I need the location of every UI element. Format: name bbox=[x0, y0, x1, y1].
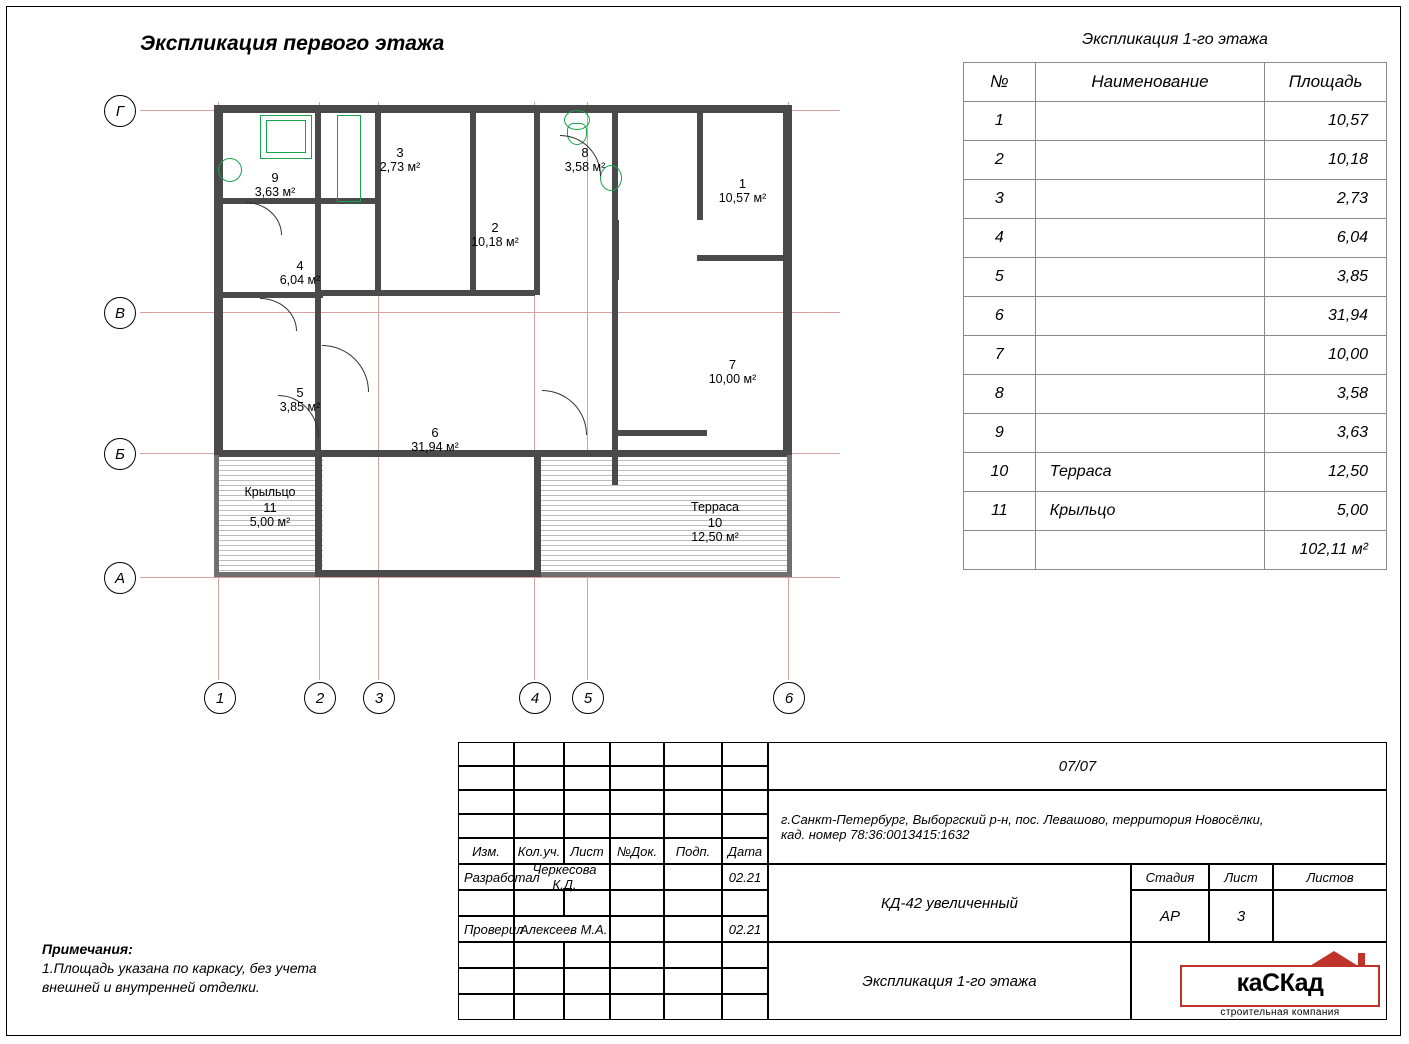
cell-area: 10,57 bbox=[1265, 102, 1387, 141]
wall-living-bottom-step-2 bbox=[534, 455, 541, 575]
stamp-cell-r10c1 bbox=[458, 968, 514, 994]
cell-name: Терраса bbox=[1035, 453, 1264, 492]
table-row bbox=[964, 336, 1387, 375]
stamp-col-koluch: Кол.уч. bbox=[514, 838, 564, 864]
cell-num: 2 bbox=[964, 141, 1036, 180]
header-area: Площадь bbox=[1265, 63, 1387, 102]
company-logo bbox=[1180, 955, 1380, 1017]
room-label-11: Крыльцо 11 5,00 м² bbox=[244, 485, 296, 529]
header-name: Наименование bbox=[1035, 63, 1264, 102]
stamp-drawing-name: Экспликация 1-го этажа bbox=[768, 942, 1131, 1020]
stamp-cell-r11c5 bbox=[664, 994, 722, 1020]
stamp-left-r1c5 bbox=[664, 742, 722, 766]
table-row bbox=[964, 258, 1387, 297]
room-label-2: 2 10,18 м² bbox=[471, 220, 519, 249]
wall-outer-top bbox=[214, 105, 792, 113]
wall-inner-v-e bbox=[534, 110, 540, 295]
table-total-row bbox=[964, 531, 1387, 570]
cell-name bbox=[1035, 180, 1264, 219]
stamp-left-r3c3 bbox=[564, 790, 610, 814]
stamp-left-r3c2 bbox=[514, 790, 564, 814]
table-caption-row bbox=[964, 18, 1387, 63]
axis-bubble-3: 3 bbox=[363, 682, 395, 714]
stamp-object-name: КД-42 увеличенный bbox=[768, 864, 1131, 942]
stamp-left-r3c1 bbox=[458, 790, 514, 814]
wall-porch-bottom bbox=[214, 572, 324, 577]
stamp-left-r1c2 bbox=[514, 742, 564, 766]
stamp-left-r1c6 bbox=[722, 742, 768, 766]
notes-title: Примечания: bbox=[42, 941, 133, 957]
wall-inner-h-c bbox=[315, 290, 535, 296]
stamp-value-sheet: 3 bbox=[1209, 890, 1273, 942]
header-num: № bbox=[964, 63, 1036, 102]
wall-inner-v-h bbox=[613, 220, 619, 280]
door-swing-2 bbox=[260, 298, 297, 331]
stamp-date-developer: 02.21 bbox=[722, 864, 768, 890]
stamp-left-r1c3 bbox=[564, 742, 610, 766]
table-header-row bbox=[964, 63, 1387, 102]
wall-outer-bottom-right bbox=[534, 450, 792, 457]
table-row bbox=[964, 219, 1387, 258]
stamp-date-checker: 02.21 bbox=[722, 916, 768, 942]
stamp-col-ndoc: №Док. bbox=[610, 838, 664, 864]
cell-name bbox=[1035, 141, 1264, 180]
stamp-left-r4c2 bbox=[514, 814, 564, 838]
axis-bubble-2: 2 bbox=[304, 682, 336, 714]
cell-name bbox=[1035, 414, 1264, 453]
stamp-left-r4c4 bbox=[610, 814, 664, 838]
axis-bubble-1: 1 bbox=[204, 682, 236, 714]
stamp-person-developer: Черкесова К.Д. bbox=[514, 864, 610, 890]
stamp-left-r2c4 bbox=[610, 766, 664, 790]
axis-bubble-A: А bbox=[104, 562, 136, 594]
cell-area: 3,85 bbox=[1265, 258, 1387, 297]
stamp-role-developer: Разработал bbox=[458, 864, 514, 890]
stamp-cell-r9c6 bbox=[722, 942, 768, 968]
stamp-cell-r10c2 bbox=[514, 968, 564, 994]
stamp-address bbox=[768, 790, 1387, 864]
stamp-cell-r11c6 bbox=[722, 994, 768, 1020]
cell-num: 11 bbox=[964, 492, 1036, 531]
stamp-left-r4c6 bbox=[722, 814, 768, 838]
axis-bubble-B: Б bbox=[104, 438, 136, 470]
stamp-cell-r10c5 bbox=[664, 968, 722, 994]
room-label-8: 8 3,58 м² bbox=[564, 145, 606, 174]
stamp-col-data: Дата bbox=[722, 838, 768, 864]
stamp-col-podp: Подп. bbox=[664, 838, 722, 864]
notes-line-2: внешней и внутренней отделки. bbox=[42, 979, 260, 995]
door-swing-1 bbox=[245, 202, 282, 235]
stamp-left-r2c3 bbox=[564, 766, 610, 790]
stamp-value-sheets bbox=[1273, 890, 1387, 942]
room-label-7: 7 10,00 м² bbox=[708, 357, 757, 386]
cell-name bbox=[1035, 258, 1264, 297]
stamp-cell-r11c1 bbox=[458, 994, 514, 1020]
cell-name bbox=[1035, 102, 1264, 141]
stamp-cell-r9c2 bbox=[514, 942, 564, 968]
cell-num: 8 bbox=[964, 375, 1036, 414]
stamp-left-r2c6 bbox=[722, 766, 768, 790]
stamp-cell-r8c5 bbox=[664, 916, 722, 942]
address-line-1: г.Санкт-Петербург, Выборгский р-н, пос. Левашово, территория Новосёлки, bbox=[781, 812, 1264, 827]
cell-area: 3,58 bbox=[1265, 375, 1387, 414]
wall-inner-h-b bbox=[218, 292, 323, 298]
room-label-9: 9 3,63 м² bbox=[254, 170, 296, 199]
notes-block bbox=[42, 940, 317, 997]
stamp-col-izm: Изм. bbox=[458, 838, 514, 864]
notes-line-1: 1.Площадь указана по каркасу, без учета bbox=[42, 960, 317, 976]
cell-area: 10,00 bbox=[1265, 336, 1387, 375]
wall-outer-left bbox=[214, 105, 223, 457]
stamp-left-r1c1 bbox=[458, 742, 514, 766]
stamp-header-stage: Стадия bbox=[1131, 864, 1209, 890]
wall-inner-h-d bbox=[697, 255, 792, 261]
stamp-left-r3c4 bbox=[610, 790, 664, 814]
cell-num: 1 bbox=[964, 102, 1036, 141]
wall-terrace-right bbox=[787, 455, 792, 577]
stamp-cell-r8c4 bbox=[610, 916, 664, 942]
cell-area: 12,50 bbox=[1265, 453, 1387, 492]
cell-area: 10,18 bbox=[1265, 141, 1387, 180]
stamp-cell-r7c3 bbox=[564, 890, 610, 916]
room-label-4: 4 6,04 м² bbox=[279, 258, 321, 287]
logo-text: каСКад bbox=[1236, 969, 1324, 997]
total-empty-2 bbox=[1035, 531, 1264, 570]
table-row bbox=[964, 414, 1387, 453]
wall-inner-v-d bbox=[470, 110, 476, 295]
table-row bbox=[964, 297, 1387, 336]
cell-area: 5,00 bbox=[1265, 492, 1387, 531]
wall-terrace-bottom bbox=[534, 572, 792, 577]
cell-name bbox=[1035, 219, 1264, 258]
axis-bubble-G: Г bbox=[104, 95, 136, 127]
wall-inner-h-e bbox=[612, 430, 707, 436]
axis-bubble-6: 6 bbox=[773, 682, 805, 714]
axis-line-A bbox=[140, 577, 840, 578]
total-empty-1 bbox=[964, 531, 1036, 570]
axis-bubble-4: 4 bbox=[519, 682, 551, 714]
stamp-cell-r11c4 bbox=[610, 994, 664, 1020]
stamp-header-sheet: Лист bbox=[1209, 864, 1273, 890]
cell-area: 6,04 bbox=[1265, 219, 1387, 258]
stamp-cell-r10c3 bbox=[564, 968, 610, 994]
wall-living-bottom-edge bbox=[315, 570, 541, 577]
floor-plan bbox=[100, 80, 930, 720]
cell-name bbox=[1035, 336, 1264, 375]
stamp-cell-r7c5 bbox=[664, 890, 722, 916]
cell-area: 3,63 bbox=[1265, 414, 1387, 453]
cell-num: 10 bbox=[964, 453, 1036, 492]
stamp-left-r3c5 bbox=[664, 790, 722, 814]
stamp-cell-r10c6 bbox=[722, 968, 768, 994]
stamp-cell-r7c4 bbox=[610, 890, 664, 916]
stamp-header-sheets: Листов bbox=[1273, 864, 1387, 890]
address-line-2: кад. номер 78:36:0013415:1632 bbox=[781, 827, 970, 842]
cell-num: 6 bbox=[964, 297, 1036, 336]
wall-outer-bottom-left bbox=[214, 450, 322, 457]
table-row bbox=[964, 375, 1387, 414]
stamp-left-r2c1 bbox=[458, 766, 514, 790]
shower-fixture-inner bbox=[266, 120, 306, 153]
stamp-value-stage: АР bbox=[1131, 890, 1209, 942]
stamp-left-r3c6 bbox=[722, 790, 768, 814]
bath-fixture bbox=[337, 115, 361, 202]
stamp-cell-r7c2 bbox=[514, 890, 564, 916]
axis-line-V bbox=[140, 312, 840, 313]
cell-num: 9 bbox=[964, 414, 1036, 453]
page-title: Экспликация первого этажа bbox=[140, 32, 445, 55]
cell-name bbox=[1035, 297, 1264, 336]
stamp-cell-r6c4 bbox=[610, 864, 664, 890]
door-swing-5 bbox=[542, 390, 587, 435]
stamp-left-r2c5 bbox=[664, 766, 722, 790]
stamp-left-r1c4 bbox=[610, 742, 664, 766]
table-row bbox=[964, 180, 1387, 219]
wall-outer-right bbox=[783, 105, 792, 457]
axis-line-5 bbox=[587, 102, 588, 680]
room-label-5: 5 3,85 м² bbox=[279, 385, 321, 414]
stamp-cell-r7c6 bbox=[722, 890, 768, 916]
stamp-cell-r10c4 bbox=[610, 968, 664, 994]
stamp-left-r2c2 bbox=[514, 766, 564, 790]
stamp-person-checker: Алексеев М.А. bbox=[514, 916, 610, 942]
stamp-left-r4c1 bbox=[458, 814, 514, 838]
stamp-sheet-code: 07/07 bbox=[768, 742, 1387, 790]
cell-area: 31,94 bbox=[1265, 297, 1387, 336]
stamp-cell-r9c3 bbox=[564, 942, 610, 968]
stamp-cell-r7c1 bbox=[458, 890, 514, 916]
stamp-cell-r6c5 bbox=[664, 864, 722, 890]
room-label-1: 1 10,57 м² bbox=[718, 176, 767, 205]
table-row bbox=[964, 141, 1387, 180]
axis-bubble-V: В bbox=[104, 297, 136, 329]
cell-area: 2,73 bbox=[1265, 180, 1387, 219]
logo-subtitle: строительная компания bbox=[1220, 1007, 1340, 1018]
table-row bbox=[964, 102, 1387, 141]
stamp-cell-r9c1 bbox=[458, 942, 514, 968]
stamp-left-r4c3 bbox=[564, 814, 610, 838]
cell-num: 5 bbox=[964, 258, 1036, 297]
table-row bbox=[964, 492, 1387, 531]
room-label-10: Терраса 10 12,50 м² bbox=[691, 500, 739, 544]
cell-num: 3 bbox=[964, 180, 1036, 219]
total-area: 102,11 м² bbox=[1265, 531, 1387, 570]
explication-table bbox=[963, 18, 1387, 570]
room-label-3: 3 2,73 м² bbox=[379, 145, 421, 174]
stamp-cell-r9c5 bbox=[664, 942, 722, 968]
stamp-col-list: Лист bbox=[564, 838, 610, 864]
cell-name: Крыльцо bbox=[1035, 492, 1264, 531]
stamp-cell-r9c4 bbox=[610, 942, 664, 968]
room-label-6: 6 31,94 м² bbox=[411, 425, 459, 454]
wall-inner-v-c bbox=[315, 200, 321, 455]
table-row bbox=[964, 453, 1387, 492]
stamp-cell-r11c2 bbox=[514, 994, 564, 1020]
stamp-left-r4c5 bbox=[664, 814, 722, 838]
cell-name bbox=[1035, 375, 1264, 414]
cell-num: 7 bbox=[964, 336, 1036, 375]
wall-porch-left bbox=[214, 455, 219, 577]
stamp-cell-r11c3 bbox=[564, 994, 610, 1020]
axis-bubble-5: 5 bbox=[572, 682, 604, 714]
stamp-role-checker: Проверил bbox=[458, 916, 514, 942]
table-caption: Экспликация 1-го этажа bbox=[964, 18, 1387, 63]
cell-num: 4 bbox=[964, 219, 1036, 258]
